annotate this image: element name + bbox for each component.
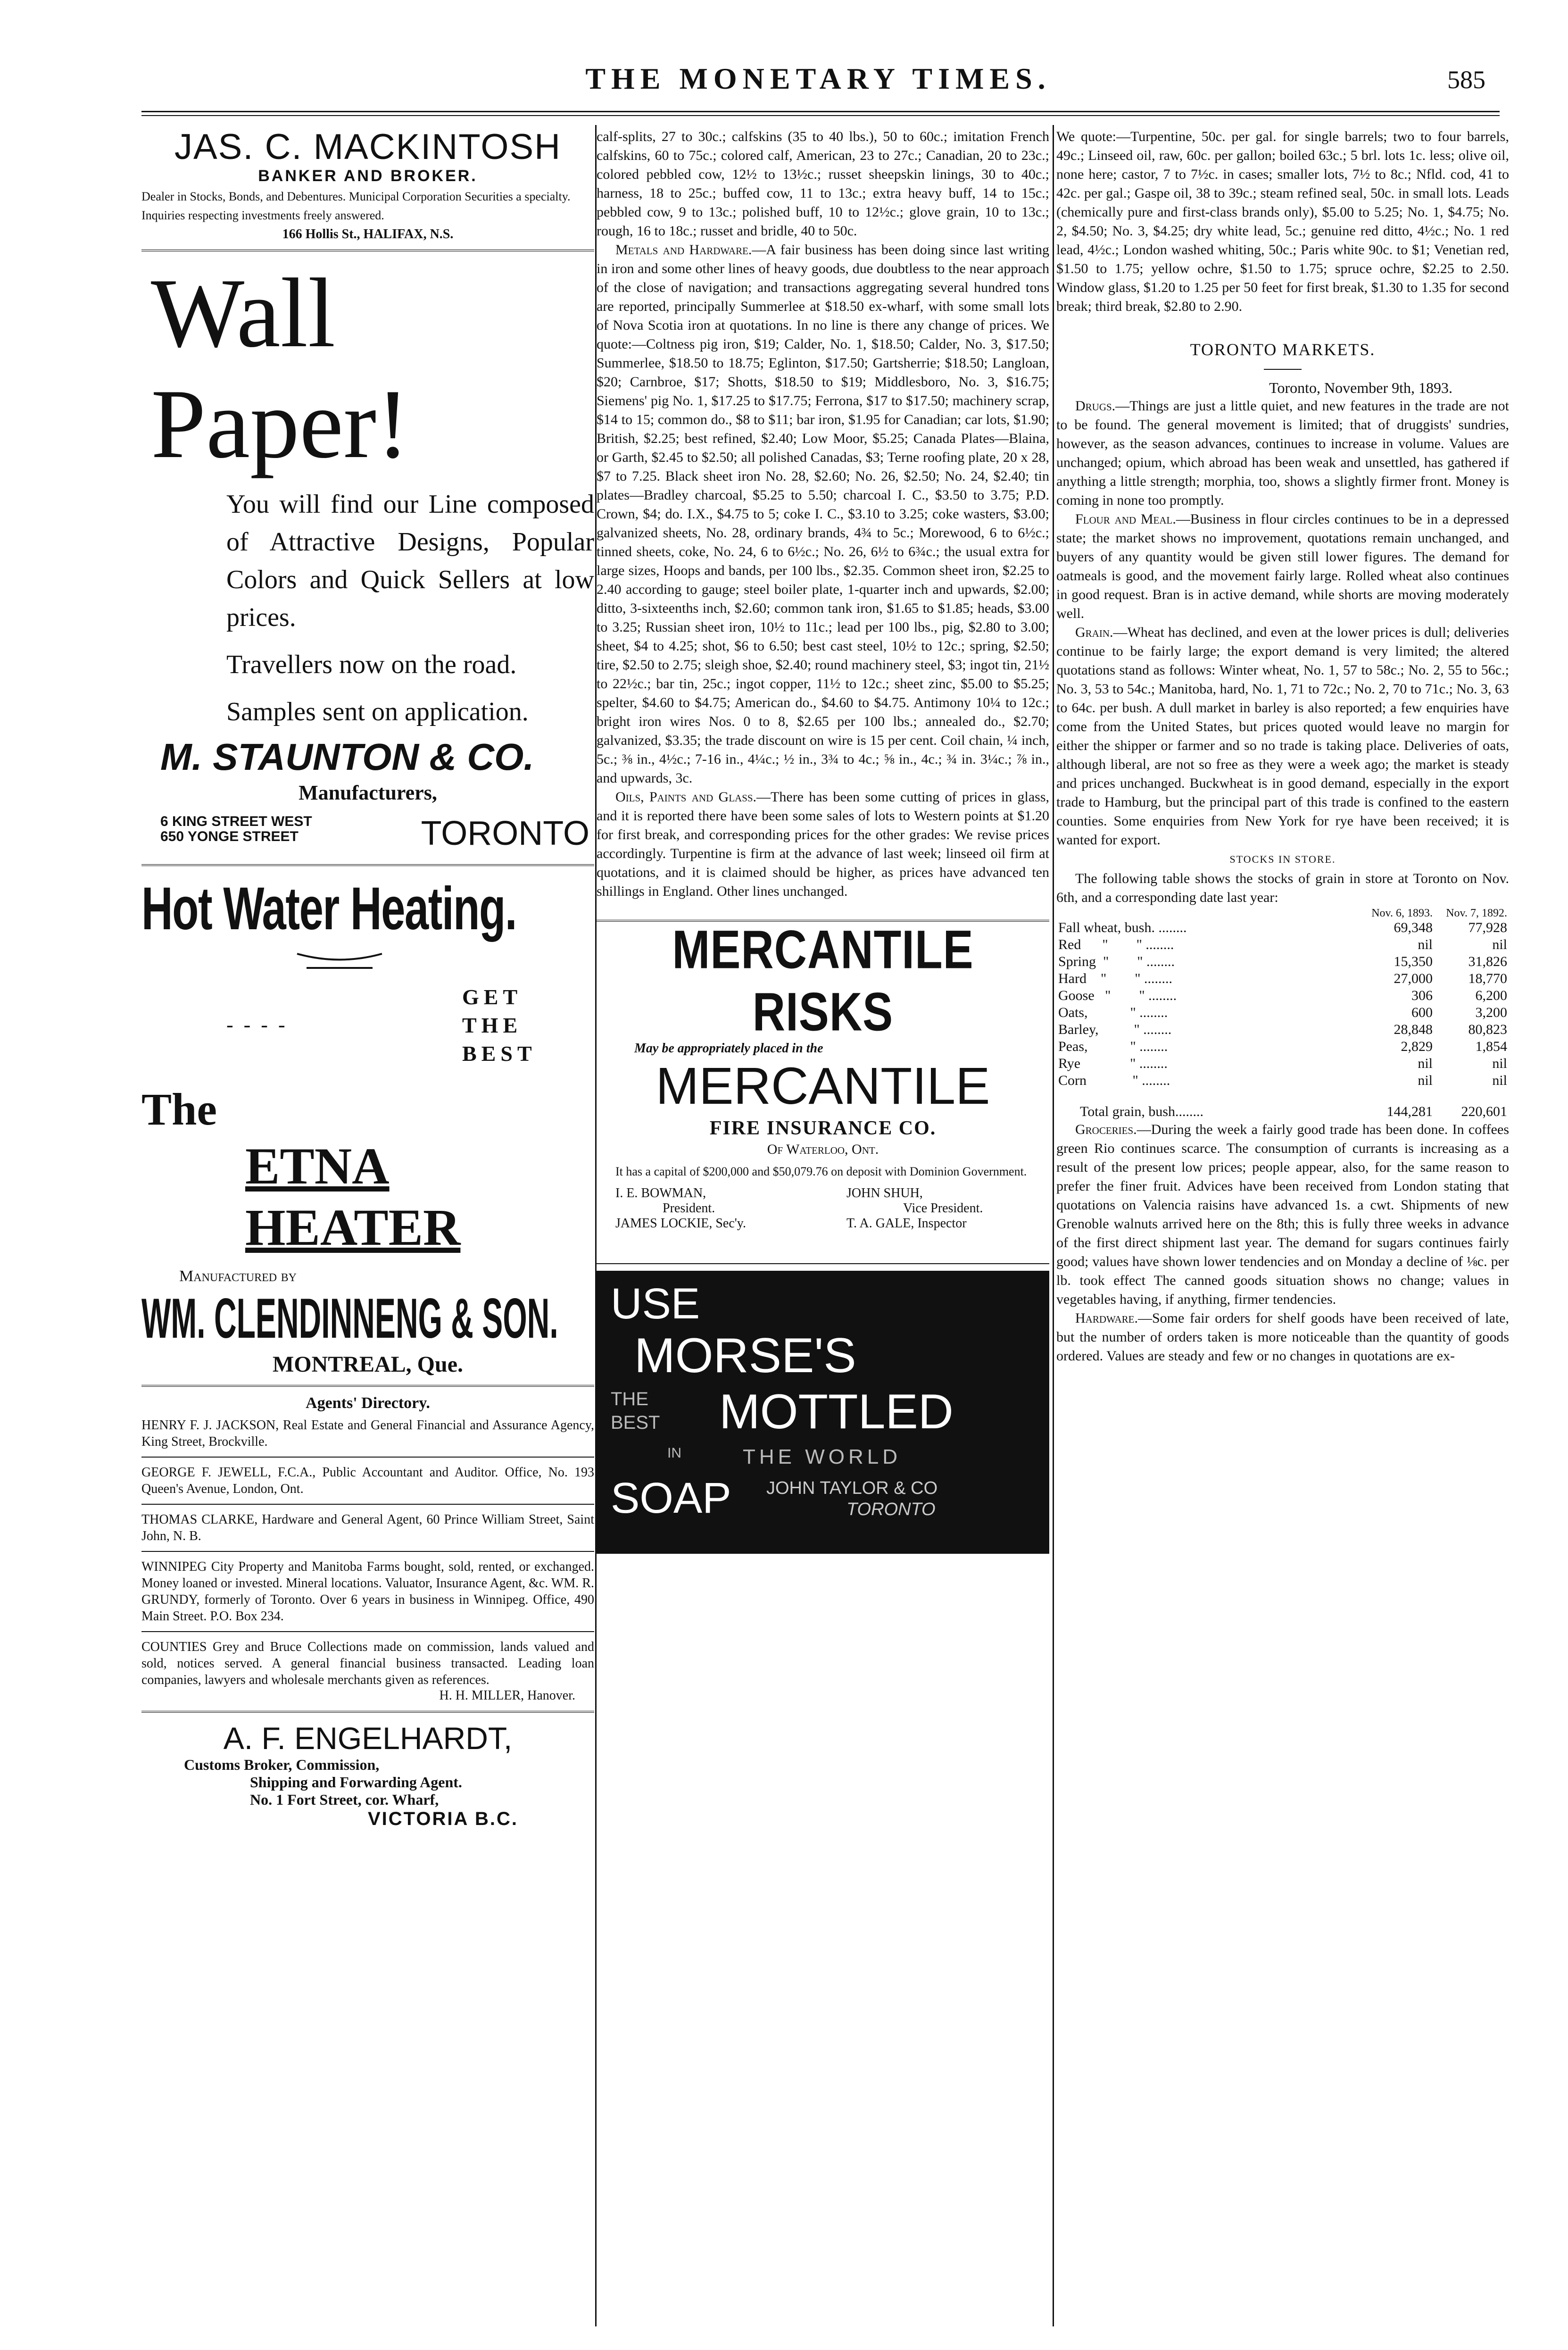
- wall-travellers: Travellers now on the road.: [226, 650, 517, 679]
- stock-v1892: 6,200: [1475, 988, 1507, 1003]
- mackintosh-desc: Dealer in Stocks, Bonds, and Debentures. Municipal Corporation Securities a specialty.: [141, 190, 571, 203]
- total-row: [1056, 1103, 1509, 1120]
- divider: [141, 1711, 594, 1713]
- header-rule: [141, 111, 1500, 116]
- column-right: [1056, 127, 1509, 2326]
- stock-label: Hard " " ........: [1058, 971, 1172, 986]
- agent-miller: H. H. MILLER, Hanover.: [439, 1688, 575, 1703]
- mercantile-name: MERCANTILE: [655, 1057, 990, 1115]
- divider: [141, 1385, 594, 1387]
- stock-v1892: nil: [1492, 1056, 1507, 1071]
- morse-soap-ad: [597, 1271, 1049, 1554]
- grain-text: —Wheat has declined, and even at the lower prices is dull; deliveries continue to be fairly large; the export demand is very limited; the altered quotations stand as follows: Winter wheat, No. 1, 57 to 58c.; No. 2, 55 to 56c.; No. 3, 53 to 54c.; Manitoba, hard, No. 1, 71 to 72c.; No. 2, 70 to 71c.; No. 3, 63 to 64c. per bush. A dull market in barley is also reported; a few enquiries have come from the United States, but prices quoted would leave no margin for either the shipper or farmer and so no trade is taking place. Deliveries of oats, although liberal, are not so free as they were a week ago; the market is steady and prices unchanged. Buckwheat is in good demand, especially in the export trade to Hamburg, but the principal part of this trade is confined to the eastern counties. Some enquiries from New York for rye have been received; it is wanted for export.: [1056, 625, 1509, 848]
- table-row: [1056, 1004, 1509, 1021]
- stocks-heading: STOCKS IN STORE.: [1229, 853, 1336, 865]
- morse-best: BEST: [611, 1412, 660, 1433]
- stock-v1893: 27,000: [1394, 971, 1433, 986]
- stock-label: Oats, " ........: [1058, 1005, 1168, 1020]
- quote-text: We quote:—Turpentine, 50c. per gal. for single barrels; two to four barrels, 49c.; Linseed oil, raw, 60c. per gallon; boiled 63c.; 5 brl. lots 1c. less; olive oil, none here; castor, 7 to 7½c. in cases; smaller lots, 7½ to 8c.; Nfld. cod, 41 to 42c. per gal.; Gaspe oil, 38 to 39c.; steam refined seal, 50c. in small lots. Leads (chemically pure and first-class brands only), $5.00 to 5.25; No. 1, $4.75; No. 2, $4.50; No. 3, $4.25; dry white lead, 5c.; genuine red ditto, 4½c.; No. 1 red lead, 4½c.; London washed whiting, 50c.; Paris white 90c. to $1; Venetian red, $1.50 to 1.75; yellow ochre, $1.50 to 1.75; spruce ochre, $2.25 to 2.50. Window glass, $1.20 to 1.25 per 50 feet for first break, $1.30 to 1.35 for second break; third break, $2.80 to 2.90.: [1056, 129, 1509, 314]
- total-1893: 144,281: [1386, 1104, 1433, 1119]
- table-row: [1056, 1072, 1509, 1089]
- stock-label: Red " " ........: [1058, 937, 1174, 952]
- the-word: THE: [462, 1013, 523, 1037]
- stock-v1892: 80,823: [1468, 1022, 1507, 1037]
- mercantile-capital: It has a capital of $200,000 and $50,079.76 on deposit with Dominion Government.: [615, 1165, 1027, 1178]
- stock-label: Fall wheat, bush. ........: [1058, 920, 1187, 935]
- drugs-text: —Things are just a little quiet, and new features in the trade are not to be found. The general movement is limited; that of druggists' sundries, however, as the season advances, continues to increase in volume. Values are unchanged; opium, which abroad has been weak and unsettled, has gathered if anything a little strength; morphia, too, shows a slightly firmer front. Money is coming in none too promptly.: [1056, 398, 1509, 508]
- paper-heading: Paper!: [151, 369, 410, 479]
- mercantile-fire: FIRE INSURANCE CO.: [709, 1117, 937, 1139]
- staunton-city: TORONTO: [421, 815, 589, 852]
- table-row: [1056, 987, 1509, 1004]
- stock-v1893: 28,848: [1394, 1022, 1433, 1037]
- page-header: [141, 61, 1495, 113]
- flour-text: —Business in flour circles continues to be in a depressed state; the market shows no improvement, quotations remain unchanged, and buyers of any quantity would be given still lower figures. The demand for oatmeals is good, and the movement fairly large. Rolled wheat also continues in good request. Bran is in active demand, while shorts are moving moderately well.: [1056, 511, 1509, 621]
- bowman-name: I. E. BOWMAN,: [615, 1186, 706, 1200]
- stock-label: Rye " ........: [1058, 1056, 1168, 1071]
- table-row: [1056, 936, 1509, 953]
- table-row: [1056, 919, 1509, 936]
- lockie-name: JAMES LOCKIE, Sec'y.: [615, 1216, 746, 1231]
- table-row: [1056, 1055, 1509, 1072]
- stock-v1892: nil: [1492, 1073, 1507, 1088]
- grain-heading: Grain.: [1075, 625, 1113, 640]
- mackintosh-address: 166 Hollis St., HALIFAX, N.S.: [282, 227, 454, 242]
- engelhardt-line2: Shipping and Forwarding Agent.: [250, 1774, 462, 1791]
- column-middle: [597, 127, 1049, 2326]
- table-header-row: [1056, 907, 1509, 919]
- groceries-text: —During the week a fairly good trade has been done. In coffees green Rio continues scarce. The consumption of currants is increasing as a result of the present low prices; people appear, also, for the same reason to prefer the finer fruit. Advices have been received from London stating that quotations on Valencia raisins have advanced 1s. a cwt. Shipments of new Grenoble walnuts arrived here on the 8th; this is fully three weeks in advance of the first direct shipment last year. The demand for sugars continues fairly good; values have shown lower tendencies and on Monday a decline of ⅛c. per lb. took effect The canned goods situation shows no change; values in vegetables having, if anything, firmer tendencies.: [1056, 1122, 1509, 1307]
- toronto-markets-title: TORONTO MARKETS.: [1190, 340, 1376, 359]
- divider: [141, 1631, 594, 1632]
- divider: [141, 864, 594, 866]
- col-head-1892: Nov. 7, 1892.: [1446, 907, 1507, 919]
- divider: [141, 1457, 594, 1458]
- dateline: Toronto, November 9th, 1893.: [1269, 379, 1452, 396]
- table-row: [1056, 1021, 1509, 1038]
- stock-v1893: nil: [1418, 937, 1433, 952]
- dash-ornament: ----: [226, 1013, 296, 1036]
- mercantile-ad: [597, 919, 1049, 1257]
- divider: [141, 1551, 594, 1552]
- column-divider: [1053, 125, 1054, 2326]
- agent-jackson: HENRY F. J. JACKSON, Real Estate and General Financial and Assurance Agency, King Street, Brockville.: [141, 1418, 594, 1449]
- agent-grundy: WINNIPEG City Property and Manitoba Farms bought, sold, rented, or exchanged. Money loaned or invested. Mineral locations. Valuator, Insurance Agent, &c. WM. R. GRUNDY, formerly of Toronto. Over 6 years in business in Winnipeg. Office, 490 Main Street. P.O. Box 234.: [141, 1559, 594, 1624]
- divider: [141, 250, 594, 251]
- table-row: [1056, 970, 1509, 987]
- bowman-title: President.: [663, 1201, 715, 1216]
- morse-in: IN: [667, 1445, 681, 1461]
- mercantile-risks: MERCANTILE RISKS: [672, 919, 974, 1042]
- metals-text: —A fair business has been doing since last writing in iron and some other lines of heavy goods, due doubtless to the near approach of the close of navigation; and transactions aggregating several hundred tons are reported, principally Summerlee at $18.50 ex-wharf, with some small lots of Nova Scotia iron at quotations. In no line is there any change of prices. We quote:—Coltness pig iron, $19; Calder, No. 1, $18.50; Calder, No. 3, $17.50; Summerlee, $18.50 to 18.75; Eglinton, $17.50; Gartsherrie; $18.50; Langloan, $20; Carnbroe, $17; Shotts, $18.50 to $19; Middlesboro, No. 3, $16.75; Siemens' pig No. 1, $17.25 to $17.75; Ferrona, $17 to $17.50; machinery scrap, $14 to 15; common do., $8 to $11; bar iron, $1.95 for Canadian; car lots, $1.90; British, $2.25; best refined, $2.40; Low Moor, $5.25; Canada Plates—Blaina, or Garth, $2.45 to $2.50; all polished Canadas, $3; Terne roofing plate, 20 x 28, $7 to 7.25. Black sheet iron No. 28, $2.60; No. 26, $2.50; No. 24, $2.40; tin plates—Bradley charcoal, $5.25 to 5.50; charcoal I. C., $3.50 to 3.75; P.D. Crown, $4; do. I.X., $4.75 to 5; coke I. C., $3.10 to 3.25; coke wasters, $3.00; galvanized sheets, No. 28, ordinary brands, 4¾ to 5c.; Morewood, 6 to 6½c.; tinned sheets, coke, No. 24, 6 to 6½c.; No. 26, 6½ to 6¾c.; the usual extra for large sizes, Hoops and bands, per 100 lbs., $2.35. Common sheet iron, $2.25 to 2.40 according to gauge; steel boiler plate, 1-quarter inch and upwards, $2.00; ditto, 3-sixteenths inch, $2.60; common tank iron, $1.65 to $1.85; heads, $3.00 to 3.25; Russian sheet iron, 10½ to 11c.; lead per 100 lbs., pig, $2.80 to 3.00; sheet, $4 to 4.25; shot, $6 to 6.50; best cast steel, 10½ to 12c.; spring, $2.50; tire, $2.50 to 2.75; sleigh shoe, $2.40; round machinery steel, $3; ingot tin, 21½ to 22½c.; bar tin, 25c.; ingot copper, 11½ to 12c.; sheet zinc, $5.00 to $5.25; spelter, $4.60 to $4.75; American do., $4.60 to $4.75. Antimony 10¼ to 12c.; bright iron wires Nos. 0 to 8, $2.65 per 100 lbs.; annealed do., $2.70; galvanized, $3.35; the trade discount on wire is 15 per cent. Coil chain, ¼ inch, 5c.; ⅜ in., 4½c.; 7-16 in., 4¼c.; ½ in., 3¾ to 4c.; ⅝ in., 4c.; ¾ in. 3¼c.; ⅞ in., and upwards, 3c.: [597, 242, 1049, 786]
- morse-the: THE: [611, 1389, 648, 1409]
- table-row: [1056, 1038, 1509, 1055]
- mackintosh-inquiries: Inquiries respecting investments freely answered.: [141, 208, 384, 222]
- engelhardt-line3: No. 1 Fort Street, cor. Wharf,: [250, 1791, 439, 1808]
- oils-heading: Oils, Paints and Glass.: [615, 789, 757, 805]
- stock-v1893: nil: [1418, 1073, 1433, 1088]
- morse-city: TORONTO: [846, 1500, 936, 1519]
- page-number: 585: [1447, 66, 1485, 94]
- clendinneng-city: MONTREAL, Que.: [272, 1352, 463, 1377]
- stock-v1893: 15,350: [1394, 954, 1433, 969]
- agent-jewell: GEORGE F. JEWELL, F.C.A., Public Accountant and Auditor. Office, No. 193 Queen's Avenue, London, Ont.: [141, 1465, 594, 1496]
- metals-heading: Metals and Hardware.: [615, 242, 752, 258]
- mackintosh-name: JAS. C. MACKINTOSH: [174, 127, 562, 167]
- stock-label: Corn " ........: [1058, 1073, 1170, 1088]
- morse-name: MORSE'S: [634, 1328, 856, 1383]
- stock-v1892: 31,826: [1468, 954, 1507, 969]
- newspaper-title: THE MONETARY TIMES.: [585, 62, 1051, 95]
- total-1892: 220,601: [1461, 1104, 1507, 1119]
- engelhardt-ad: [141, 1720, 594, 1830]
- agents-directory: [141, 1394, 594, 1703]
- mackintosh-role: BANKER AND BROKER.: [258, 167, 478, 185]
- heater-label: HEATER: [245, 1199, 461, 1256]
- mackintosh-ad: [141, 127, 594, 242]
- agent-clarke: THOMAS CLARKE, Hardware and General Agent, 60 Prince William Street, Saint John, N. B.: [141, 1512, 594, 1543]
- etna-ad: [141, 874, 594, 1377]
- etna-label: ETNA: [245, 1137, 390, 1195]
- total-label: Total grain, bush........: [1080, 1104, 1204, 1119]
- drugs-heading: Drugs.: [1075, 398, 1116, 414]
- the-label: The: [141, 1084, 217, 1134]
- wall-heading: Wall: [151, 258, 336, 368]
- staunton-address-2: 650 YONGE STREET: [160, 829, 299, 844]
- stock-label: Barley, " ........: [1058, 1022, 1172, 1037]
- staunton-address-1: 6 KING STREET WEST: [160, 814, 312, 829]
- wall-samples: Samples sent on application.: [226, 697, 529, 726]
- mercantile-may: May be appropriately placed in the: [634, 1041, 823, 1056]
- stocks-table: [1056, 907, 1509, 1120]
- morse-soap: SOAP: [611, 1474, 731, 1522]
- stock-label: Goose " " ........: [1058, 988, 1177, 1003]
- shuh-title: Vice President.: [903, 1201, 983, 1216]
- stock-v1892: 77,928: [1468, 920, 1507, 935]
- gale-name: T. A. GALE, Inspector: [846, 1216, 967, 1231]
- column-left: [141, 127, 594, 2326]
- staunton-name: M. STAUNTON & CO.: [160, 736, 534, 778]
- engelhardt-line1: Customs Broker, Commission,: [184, 1756, 380, 1773]
- agent-counties: COUNTIES Grey and Bruce Collections made on commission, lands valued and sold, notices served. A general financial business transacted. Leading loan companies, lawyers and wholesale merchants given as references.: [141, 1640, 594, 1687]
- stock-label: Peas, " ........: [1058, 1039, 1168, 1054]
- morse-world: THE WORLD: [743, 1445, 901, 1468]
- stock-v1892: 3,200: [1475, 1005, 1507, 1020]
- mercantile-of: Of Waterloo, Ont.: [767, 1142, 879, 1157]
- flourish-ornament: [141, 944, 594, 982]
- groceries-heading: Groceries.: [1075, 1122, 1137, 1137]
- stock-v1893: 306: [1411, 988, 1433, 1003]
- get-word: GET: [462, 985, 523, 1009]
- morse-maker: JOHN TAYLOR & CO: [766, 1478, 938, 1498]
- agents-title: Agents' Directory.: [306, 1394, 430, 1412]
- flour-heading: Flour and Meal.: [1075, 511, 1176, 527]
- short-rule: [1264, 369, 1302, 370]
- oils-text: —There has been some cutting of prices in glass, and it is reported there have been some sales of lots to Western points at $1.20 for first break, and corresponding prices for the other grades: We revise prices accordingly. Turpentine is firm at the advance of last week; linseed oil firm at quotations, and it is claimed should be higher, as prices have advanced ten shillings in England. Other lines unchanged.: [597, 789, 1049, 899]
- stock-label: Spring " " ........: [1058, 954, 1175, 969]
- stock-v1892: 18,770: [1468, 971, 1507, 986]
- best-word: BEST: [462, 1042, 537, 1066]
- engelhardt-city: VICTORIA B.C.: [368, 1808, 519, 1829]
- divider: [597, 1263, 1049, 1264]
- morse-mottled: MOTTLED: [719, 1384, 954, 1439]
- hardware-text: —Some fair orders for shelf goods have been received of late, but the number of orders taken is more noticeable than the quantity of goods ordered. Values are steady and few or no changes in quotations are ex-: [1056, 1310, 1509, 1364]
- shuh-name: JOHN SHUH,: [846, 1186, 923, 1200]
- hot-water-heading: Hot Water Heating.: [141, 875, 517, 942]
- engelhardt-name: A. F. ENGELHARDT,: [223, 1721, 513, 1756]
- stock-v1892: nil: [1492, 937, 1507, 952]
- morse-use: USE: [611, 1280, 700, 1328]
- stocks-intro: The following table shows the stocks of grain in store at Toronto on Nov. 6th, and a corresponding date last year:: [1056, 871, 1509, 905]
- stock-v1892: 1,854: [1475, 1039, 1507, 1054]
- manufactured-by: Manufactured by: [179, 1267, 297, 1285]
- stock-v1893: nil: [1418, 1056, 1433, 1071]
- stock-v1893: 600: [1411, 1005, 1433, 1020]
- staunton-manufacturers: Manufacturers,: [299, 781, 437, 804]
- stock-v1893: 69,348: [1394, 920, 1433, 935]
- table-row: [1056, 953, 1509, 970]
- divider: [141, 1504, 594, 1505]
- hardware-heading: Hardware.: [1075, 1310, 1138, 1326]
- leather-text: calf-splits, 27 to 30c.; calfskins (35 to 40 lbs.), 50 to 60c.; imitation French calfskins, 60 to 75c.; colored calf, American, 23 to 27c.; Canadian, 20 to 23c.; colored pebbled cow, 12½ to 13½c.; russet sheepskin linings, 30 to 40c.; harness, 18 to 25c.; buffed cow, 11 to 13c.; extra heavy buff, 14 to 15c.; pebbled cow, 9 to 13c.; polished buff, 10 to 12½c.; glove grain, 10 to 13c.; rough, 16 to 18c.; russet and bridle, 40 to 50c.: [597, 129, 1049, 239]
- clendinneng-name: WM. CLENDINNENG & SON.: [141, 1287, 558, 1350]
- stock-v1893: 2,829: [1401, 1039, 1433, 1054]
- wall-line-text: You will find our Line composed of Attractive Designs, Popular Colors and Quick Sellers at low prices.: [226, 490, 594, 632]
- wall-paper-ad: [141, 259, 594, 857]
- col-head-1893: Nov. 6, 1893.: [1371, 907, 1433, 919]
